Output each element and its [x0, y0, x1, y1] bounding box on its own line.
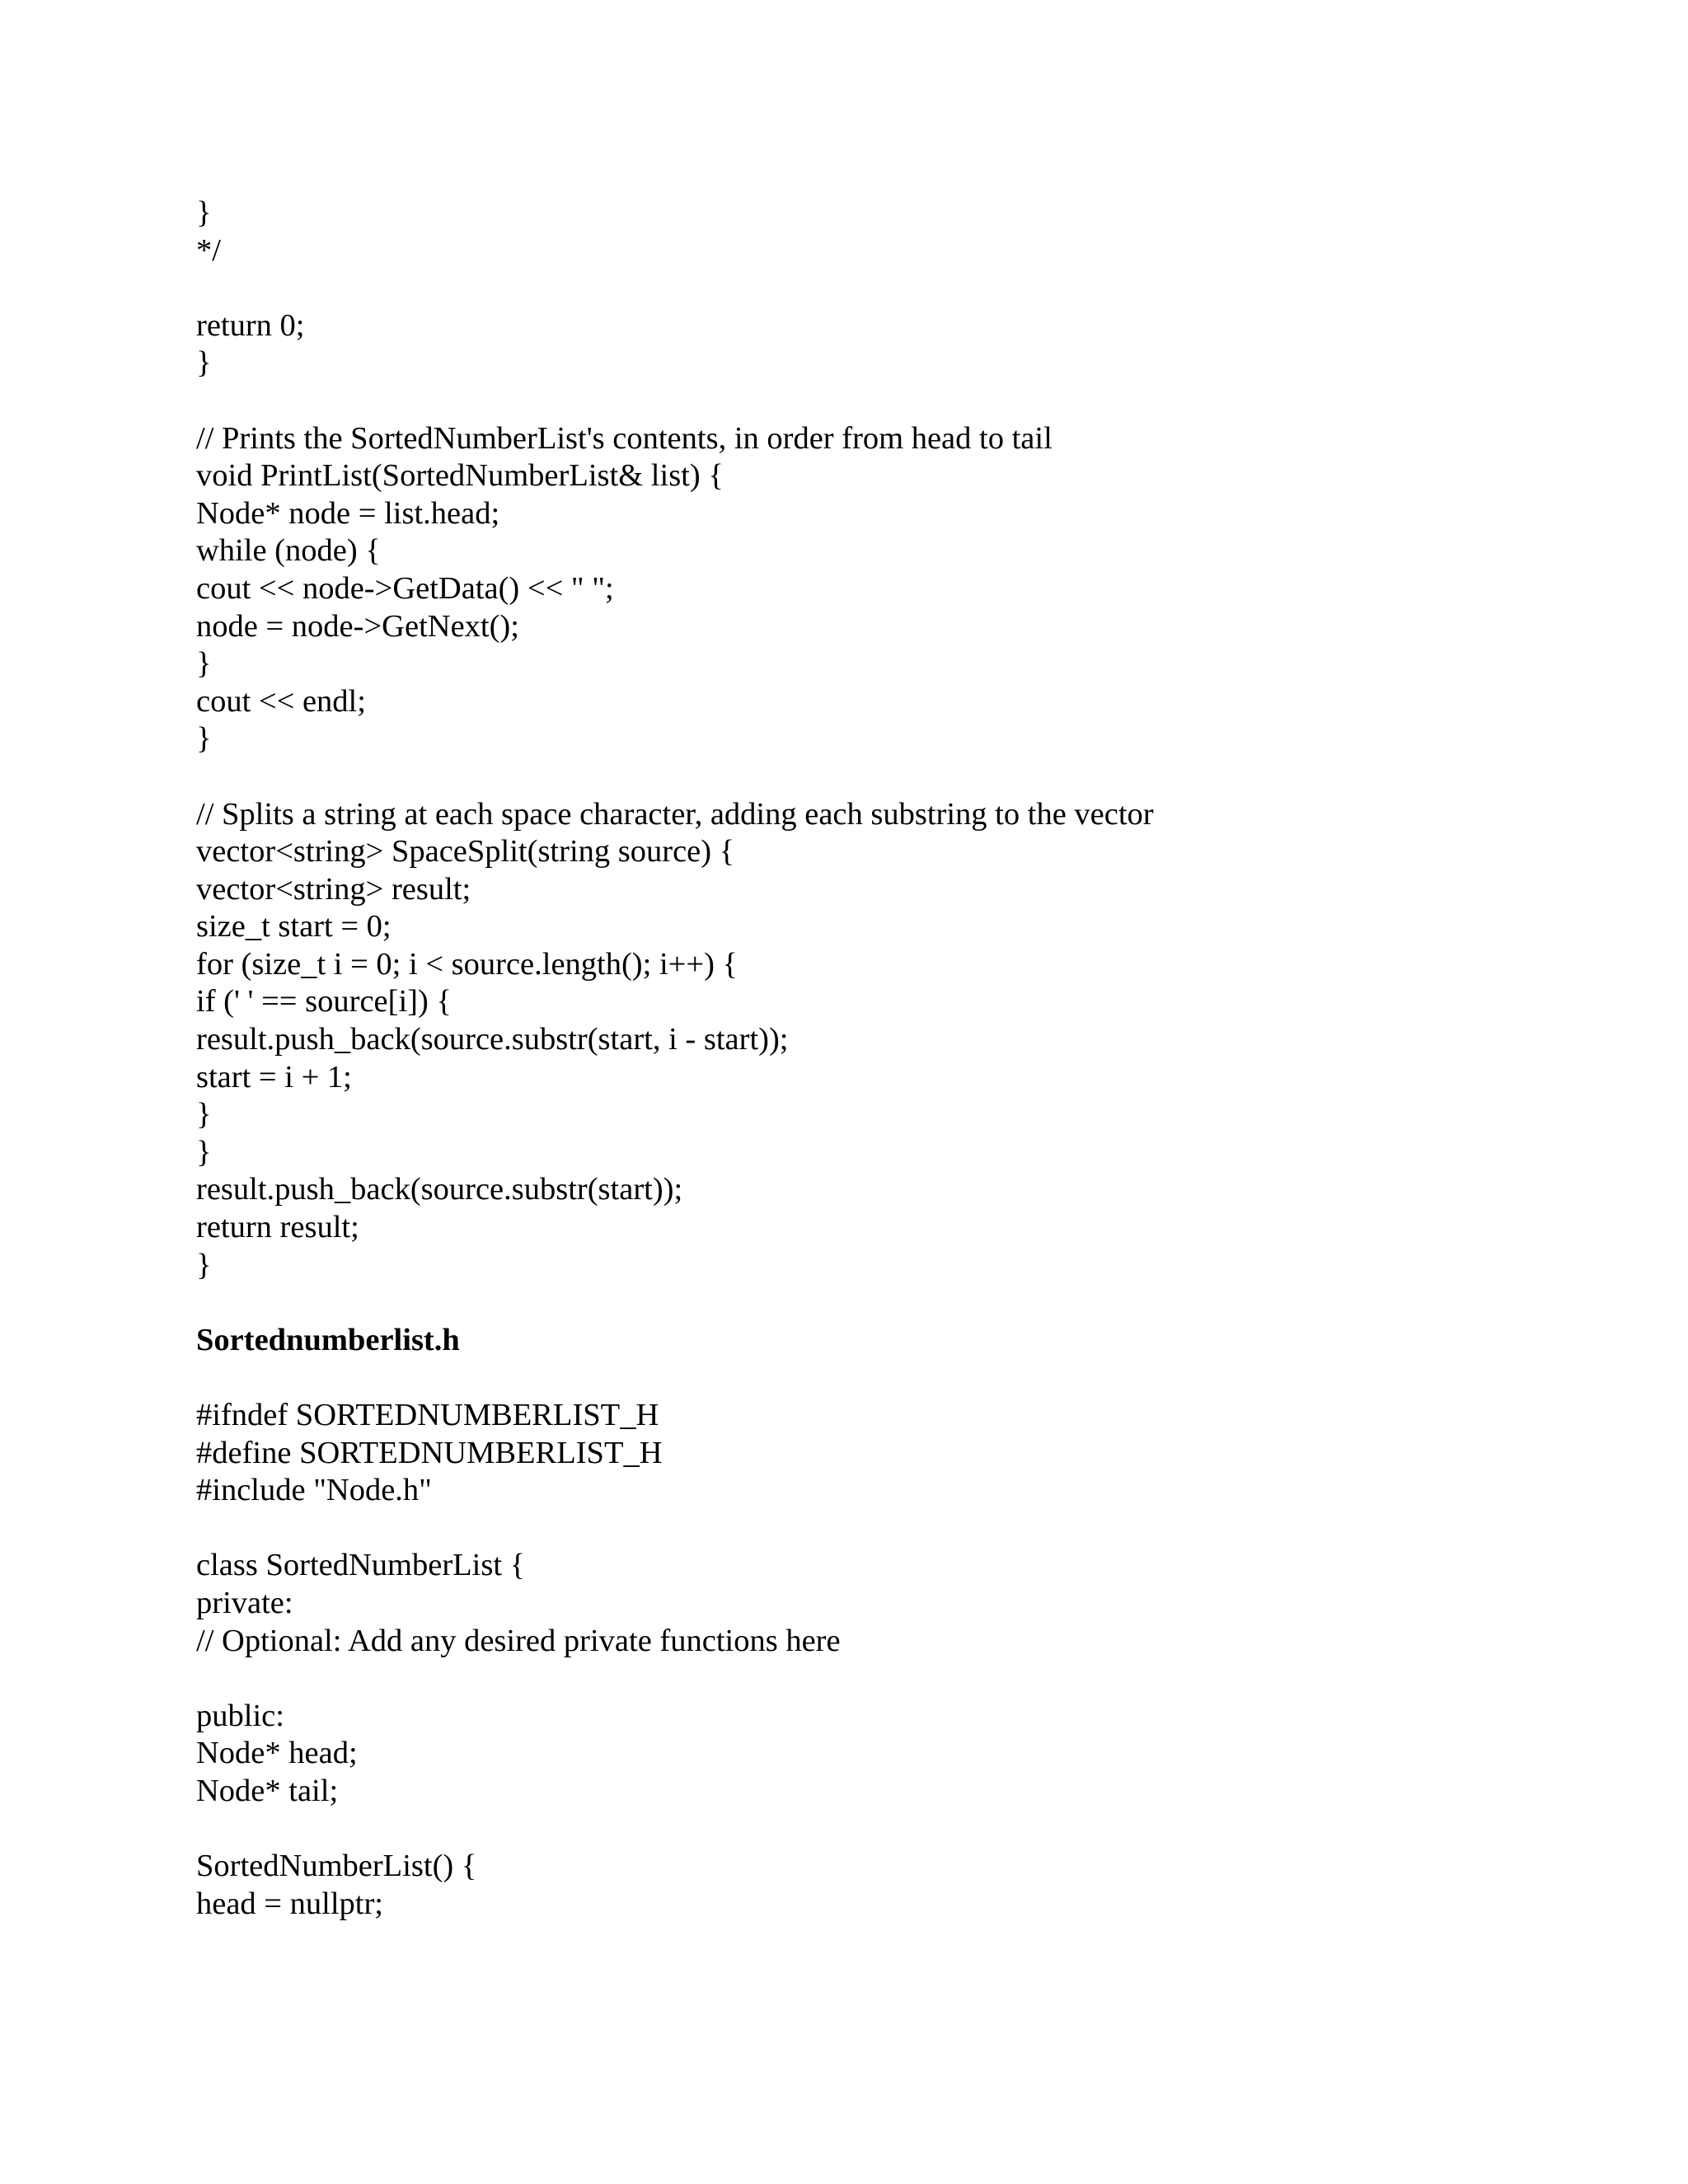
code-line: result.push_back(source.substr(start, i - start));: [196, 1022, 789, 1057]
blank-line: [196, 1284, 1597, 1322]
code-line: Node* head;: [196, 1736, 358, 1771]
blank-line: [196, 758, 1597, 796]
code-line: return result;: [196, 1210, 359, 1245]
code-line: SortedNumberList() {: [196, 1849, 477, 1884]
blank-line: [196, 1359, 1597, 1397]
code-line: return 0;: [196, 307, 305, 343]
code-line: private:: [196, 1585, 293, 1620]
code-line: }: [196, 345, 212, 381]
code-line: void PrintList(SortedNumberList& list) {: [196, 458, 724, 494]
code-listing: [196, 194, 1597, 1923]
code-line: for (size_t i = 0; i < source.length(); i++) {: [196, 946, 738, 982]
code-line: }: [196, 195, 212, 230]
code-line: while (node) {: [196, 533, 381, 569]
code-line: node = node->GetNext();: [196, 608, 519, 644]
code-line: cout << endl;: [196, 683, 366, 719]
code-line: start = i + 1;: [196, 1059, 352, 1094]
blank-line: [196, 382, 1597, 420]
code-line: }: [196, 721, 212, 757]
code-line: #ifndef SORTEDNUMBERLIST_H: [196, 1398, 659, 1432]
code-line: }: [196, 646, 212, 682]
blank-line: [196, 1811, 1597, 1849]
code-line: #define SORTEDNUMBERLIST_H: [196, 1435, 663, 1470]
code-line: }: [196, 1134, 212, 1169]
blank-line: [196, 1660, 1597, 1698]
code-line: */: [196, 232, 221, 268]
code-line: cout << node->GetData() << " ";: [196, 570, 614, 606]
section-heading: Sortednumberlist.h: [196, 1322, 460, 1357]
code-line: if (' ' == source[i]) {: [196, 984, 452, 1019]
code-line: #include "Node.h": [196, 1473, 432, 1508]
code-line: }: [196, 1097, 212, 1132]
code-comment-line: // Prints the SortedNumberList's contents, in order from head to tail: [196, 420, 1053, 456]
code-comment-line: // Optional: Add any desired private functions here: [196, 1623, 841, 1658]
code-line: result.push_back(source.substr(start));: [196, 1172, 683, 1207]
code-line: size_t start = 0;: [196, 909, 392, 944]
blank-line: [196, 269, 1597, 307]
code-line: head = nullptr;: [196, 1886, 383, 1921]
code-comment-line: // Splits a string at each space character, adding each substring to the vector: [196, 796, 1154, 832]
code-line: Node* node = list.head;: [196, 495, 500, 531]
code-line: Node* tail;: [196, 1773, 339, 1808]
code-line: vector<string> SpaceSplit(string source) {: [196, 834, 735, 869]
code-line: class SortedNumberList {: [196, 1548, 526, 1583]
code-line: vector<string> result;: [196, 871, 471, 907]
code-line: public:: [196, 1698, 284, 1733]
code-line: }: [196, 1247, 212, 1282]
blank-line: [196, 1510, 1597, 1548]
